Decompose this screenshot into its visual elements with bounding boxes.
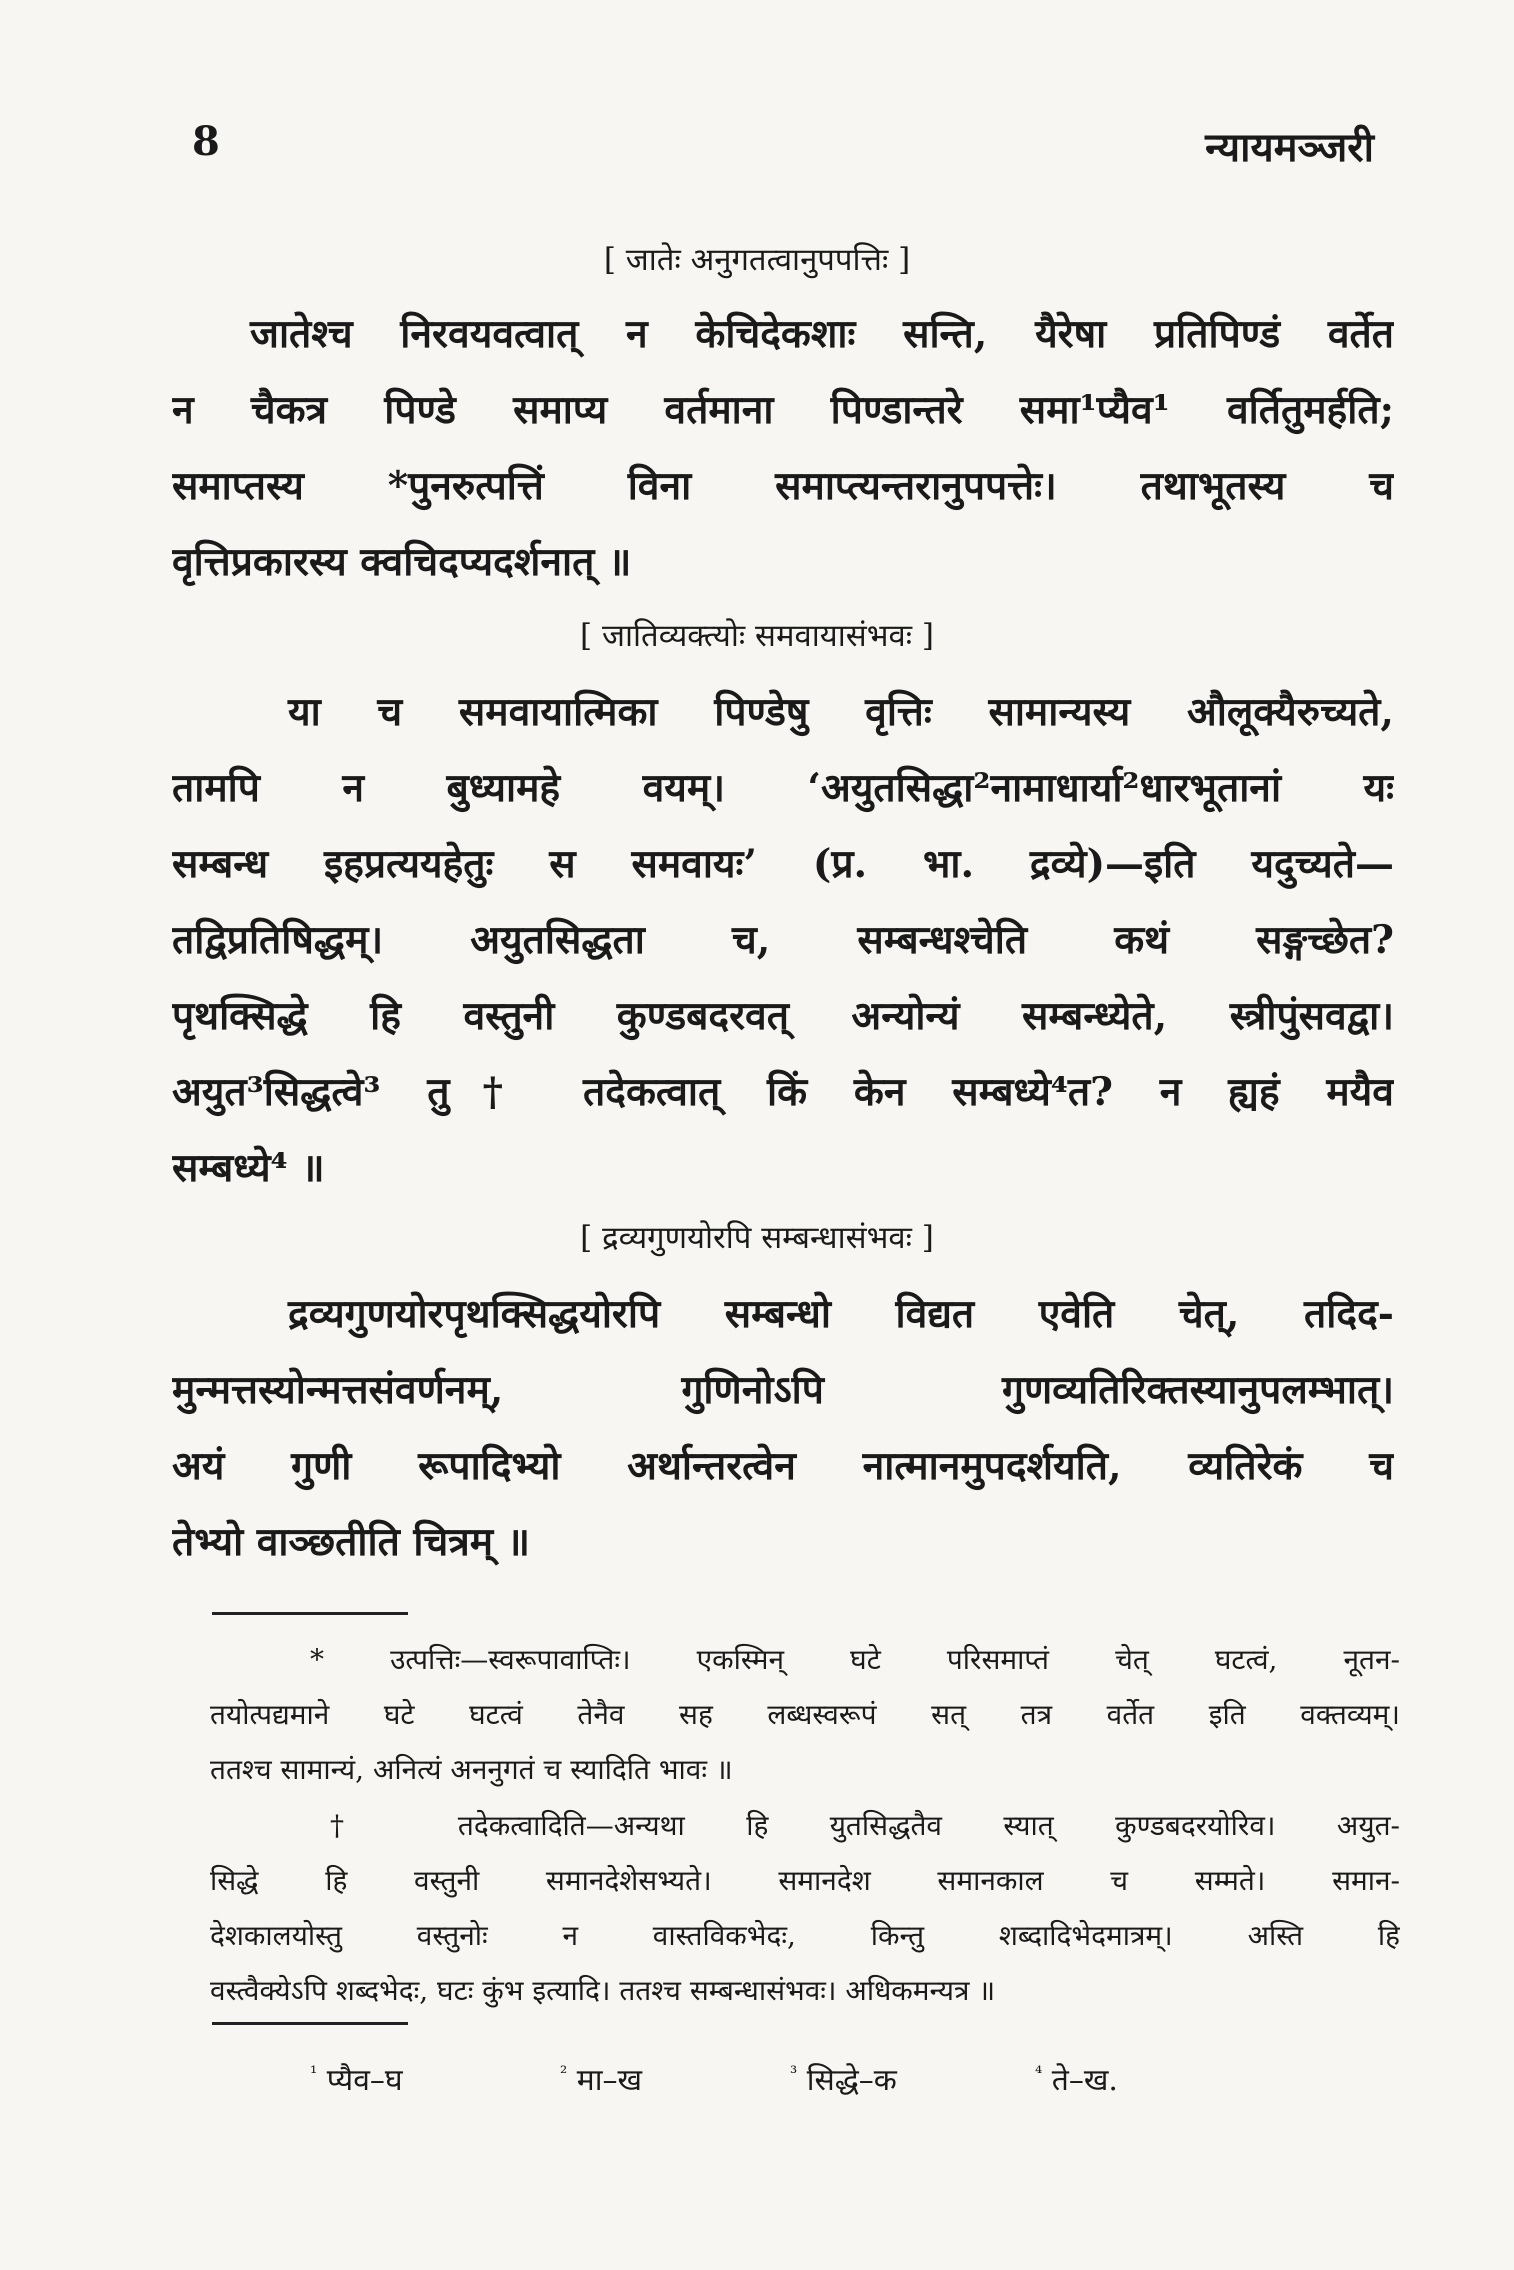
variant-text: सिद्धे–क bbox=[806, 2063, 897, 2098]
running-title: न्यायमञ्जरी bbox=[1205, 124, 1374, 171]
text-line: न चैकत्र पिण्डे समाप्य वर्तमाना पिण्डान्तरे समा¹प्यैव¹ वर्तितुमर्हति; bbox=[172, 387, 1394, 433]
footnote-line: * उत्पत्तिः—स्वरूपावाप्तिः। एकस्मिन् घटे परिसमाप्तं चेत् घटत्वं, नूतन- bbox=[310, 1643, 1400, 1676]
variant-number: ¹ bbox=[310, 2063, 318, 2084]
variant-readings bbox=[310, 2058, 1210, 2108]
variant-reading bbox=[1035, 2058, 1118, 2099]
variants-divider bbox=[212, 2022, 408, 2025]
variant-text: मा–ख bbox=[576, 2063, 643, 2098]
footnote-line: सिद्धे हि वस्तुनी समानदेशेसभ्यते। समानदेश समानकाल च सम्मते। समान- bbox=[210, 1864, 1400, 1897]
variant-reading bbox=[310, 2058, 403, 2099]
text-line: द्रव्यगुणयोरपृथक्सिद्धयोरपि सम्बन्धो विद्यत एवेति चेत्, तदिद- bbox=[288, 1291, 1394, 1337]
text-line: सम्बन्ध इहप्रत्ययहेतुः स समवायः’ (प्र. भा. द्रव्ये)—इति यदुच्यते— bbox=[172, 841, 1394, 887]
text-line: सम्बध्ये⁴ ॥ bbox=[172, 1145, 325, 1191]
text-line: वृत्तिप्रकारस्य क्वचिदप्यदर्शनात् ॥ bbox=[172, 539, 632, 585]
variant-reading bbox=[790, 2058, 897, 2099]
footnote-line: देशकालयोस्तु वस्तुनोः न वास्तविकभेदः, किन्तु शब्दादिभेदमात्रम्। अस्ति हि bbox=[210, 1919, 1400, 1952]
footnote-line: † तदेकत्वादिति—अन्यथा हि युतसिद्धतैव स्यात् कुण्डबदरयोरिव। अयुत- bbox=[330, 1809, 1400, 1842]
text-line: समाप्तस्य *पुनरुत्पत्तिं विना समाप्त्यन्तरानुपपत्तेः। तथाभूतस्य च bbox=[172, 463, 1394, 509]
section-paragraph bbox=[172, 674, 1394, 1206]
footnote-divider bbox=[212, 1612, 408, 1615]
section-paragraph bbox=[172, 1276, 1394, 1580]
page-header bbox=[180, 118, 1374, 178]
footnote-line: वस्त्वैक्येऽपि शब्दभेदः, घटः कुंभ इत्यादि। ततश्च सम्बन्धासंभवः। अधिकमन्यत्र ॥ bbox=[210, 1974, 996, 2007]
variant-reading bbox=[560, 2058, 642, 2099]
text-line: मुन्मत्तस्योन्मत्तसंवर्णनम्, गुणिनोऽपि गुणव्यतिरिक्तस्यानुपलम्भात्। bbox=[172, 1367, 1394, 1413]
footnote bbox=[210, 1798, 1400, 2018]
text-line: अयुत³सिद्धत्वे³ तु† तदेकत्वात् किं केन सम्बध्ये⁴त? न ह्यहं मयैव bbox=[172, 1069, 1394, 1115]
text-line: अयं गुणी रूपादिभ्यो अर्थान्तरत्वेन नात्मानमुपदर्शयति, व्यतिरेकं च bbox=[172, 1443, 1394, 1489]
text-line: तद्विप्रतिषिद्धम्। अयुतसिद्धता च, सम्बन्धश्चेति कथं सङ्गच्छेत? bbox=[172, 917, 1394, 963]
section-heading: [ जातिव्यक्त्योः समवायासंभवः ] bbox=[580, 618, 934, 654]
variant-number: ³ bbox=[790, 2063, 798, 2084]
text-line: पृथक्सिद्धे हि वस्तुनी कुण्डबदरवत् अन्योन्यं सम्बन्ध्येते, स्त्रीपुंसवद्वा। bbox=[172, 993, 1394, 1039]
section-paragraph bbox=[172, 296, 1394, 600]
variant-text: ते–ख. bbox=[1051, 2063, 1118, 2098]
variant-number: ² bbox=[560, 2063, 568, 2084]
text-line: तेभ्यो वाञ्छतीति चित्रम् ॥ bbox=[172, 1519, 531, 1565]
variant-text: प्यैव–घ bbox=[326, 2063, 403, 2098]
footnote-line: तयोत्पद्यमाने घटे घटत्वं तेनैव सह लब्धस्वरूपं सत् तत्र वर्तेत इति वक्तव्यम्। bbox=[210, 1698, 1400, 1731]
page-number: 8 bbox=[192, 118, 220, 165]
footnote-line: ततश्च सामान्यं, अनित्यं अननुगतं च स्यादिति भावः ॥ bbox=[210, 1753, 733, 1786]
variant-number: ⁴ bbox=[1035, 2063, 1043, 2084]
footnote bbox=[210, 1632, 1400, 1797]
section-heading: [ जातेः अनुगतत्वानुपपत्तिः ] bbox=[603, 242, 911, 278]
text-line: तामपि न बुध्यामहे वयम्। ‘अयुतसिद्धा²नामाधार्या²धारभूतानां यः bbox=[172, 765, 1394, 811]
text-line: जातेश्च निरवयवत्वात् न केचिदेकशाः सन्ति, यैरेषा प्रतिपिण्डं वर्तेत bbox=[250, 311, 1394, 357]
text-line: या च समवायात्मिका पिण्डेषु वृत्तिः सामान्यस्य औलूक्यैरुच्यते, bbox=[288, 689, 1394, 735]
section-heading: [ द्रव्यगुणयोरपि सम्बन्धासंभवः ] bbox=[580, 1220, 934, 1256]
